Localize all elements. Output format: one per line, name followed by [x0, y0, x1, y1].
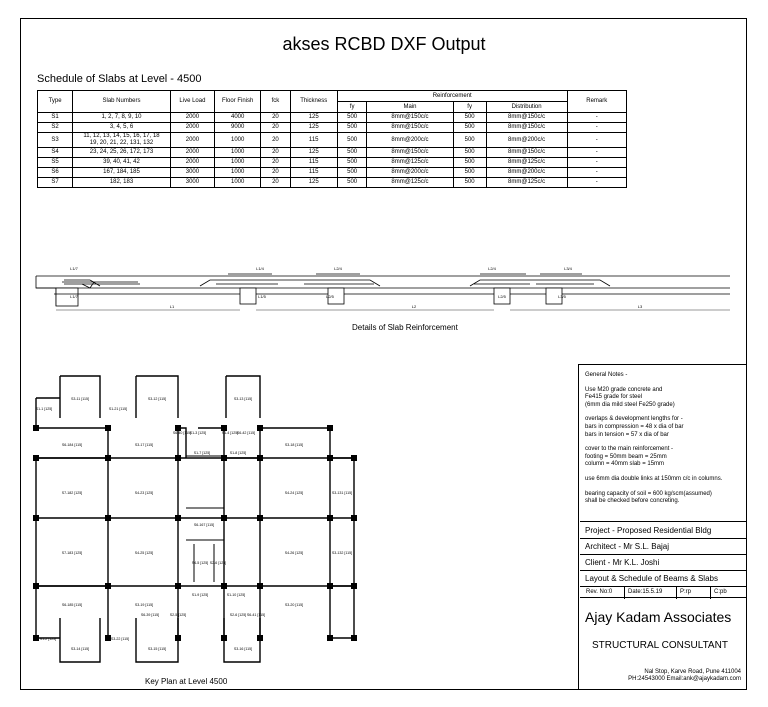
span-l1: L1	[169, 304, 175, 309]
table-cell: 115	[290, 133, 337, 148]
slab-label: S6-185 [115]	[61, 603, 83, 607]
client-name: Client - Mr K.L. Joshi	[580, 554, 746, 570]
table-cell: 8mm@125c/c	[367, 158, 453, 168]
table-cell: 125	[290, 148, 337, 158]
top-mark-4: L2/4	[488, 266, 496, 271]
bottom-mark-2: L1/5	[258, 294, 266, 299]
slab-label: S1-10 [125]	[226, 593, 246, 597]
table-cell: 500	[453, 148, 486, 158]
table-cell: 8mm@125c/c	[486, 178, 567, 188]
slab-label: S3-17 [115]	[134, 443, 154, 447]
table-cell: 2000	[170, 158, 214, 168]
table-cell: 20	[261, 133, 290, 148]
col-fy-dist: fy	[453, 102, 486, 113]
table-cell: 20	[261, 113, 290, 123]
table-cell: 1000	[215, 178, 261, 188]
table-cell: 1, 2, 7, 8, 9, 10	[73, 113, 171, 123]
table-cell: -	[567, 123, 626, 133]
note-4: use 6mm dia double links at 150mm c/c in columns.	[585, 475, 723, 482]
slab-label: S3-20 [115]	[284, 603, 304, 607]
table-row	[38, 113, 627, 123]
slab-label: S7-182 [125]	[61, 491, 83, 495]
slab-label: S3-132 [115]	[331, 551, 353, 555]
table-cell: 8mm@150c/c	[486, 113, 567, 123]
slab-label: S1-4 [125]	[221, 431, 239, 435]
table-cell: 8mm@125c/c	[486, 158, 567, 168]
bottom-mark-3: L2/5	[326, 294, 334, 299]
slab-label: S4-23 [125]	[134, 491, 154, 495]
table-cell: S4	[38, 148, 73, 158]
table-cell: S3	[38, 133, 73, 148]
top-mark-5: L3/4	[564, 266, 572, 271]
slab-label: S3-11 [115]	[70, 397, 90, 401]
col-distribution: Distribution	[486, 102, 567, 113]
table-cell: 3000	[170, 178, 214, 188]
slab-label: S2-6 [125]	[229, 613, 247, 617]
schedule-title: Schedule of Slabs at Level - 4500	[37, 73, 202, 85]
slab-label: S6-184 [115]	[61, 443, 83, 447]
table-cell: 8mm@200c/c	[486, 133, 567, 148]
table-row	[38, 123, 627, 133]
project-name: Project - Proposed Residential Bldg	[580, 521, 746, 538]
top-mark-2: L1/4	[256, 266, 264, 271]
col-main: Main	[367, 102, 453, 113]
top-mark-1: L1/7	[70, 266, 78, 271]
span-l3: L3	[637, 304, 643, 309]
slab-label: S3-12 [115]	[147, 397, 167, 401]
keyplan-caption: Key Plan at Level 4500	[145, 677, 228, 686]
table-cell: 1000	[215, 158, 261, 168]
top-mark-3: L2/4	[334, 266, 342, 271]
table-cell: 500	[337, 148, 366, 158]
firm-contact: PH:24543000 Email:ank@ajaykadam.com	[628, 676, 741, 682]
prepared-by: P:rp	[680, 589, 692, 595]
col-remark: Remark	[567, 91, 626, 113]
table-row	[38, 178, 627, 188]
slab-label: S2-5 [125]	[169, 613, 187, 617]
slab-label: S7-183 [125]	[61, 551, 83, 555]
table-cell: -	[567, 158, 626, 168]
table-cell: 500	[453, 133, 486, 148]
col-type: Type	[38, 91, 73, 113]
table-cell: 500	[453, 168, 486, 178]
slab-label: S3-19 [115]	[134, 603, 154, 607]
table-cell: 23, 24, 25, 26, 172, 173	[73, 148, 171, 158]
table-cell: 8mm@200c/c	[486, 168, 567, 178]
slab-schedule-table	[37, 90, 627, 188]
table-cell: 1000	[215, 133, 261, 148]
slab-label: S3-14 [115]	[70, 647, 90, 651]
table-cell: 500	[453, 158, 486, 168]
section-caption: Details of Slab Reinforcement	[352, 323, 458, 332]
col-fy-main: fy	[337, 102, 366, 113]
slab-label: S4-25 [125]	[134, 551, 154, 555]
span-l2: L2	[411, 304, 417, 309]
table-row	[38, 158, 627, 168]
table-cell: 500	[337, 113, 366, 123]
table-cell: 8mm@150c/c	[367, 148, 453, 158]
table-cell: 8mm@150c/c	[486, 123, 567, 133]
table-cell: 8mm@125c/c	[367, 178, 453, 188]
table-cell: 500	[337, 133, 366, 148]
slab-label: S3-131 [115]	[331, 491, 353, 495]
table-cell: S1	[38, 113, 73, 123]
firm-address: Nal Stop, Karve Road, Pune 411004	[644, 669, 741, 675]
table-cell: -	[567, 133, 626, 148]
drawing-date: Date:15.5.19	[628, 589, 663, 595]
slab-label: S2-6 [125]	[209, 561, 227, 565]
slab-label: S1-2 [125]	[39, 637, 57, 641]
drawing-title: Layout & Schedule of Beams & Slabs	[580, 570, 746, 586]
table-cell: -	[567, 178, 626, 188]
architect-name: Architect - Mr S.L. Bajaj	[580, 538, 746, 554]
table-cell: 500	[337, 158, 366, 168]
table-cell: -	[567, 168, 626, 178]
slab-label: S1-7 [125]	[193, 451, 211, 455]
table-cell: 115	[290, 168, 337, 178]
note-5: bearing capacity of soil = 600 kg/scm(assumed) shall be checked before concreting.	[585, 490, 712, 505]
col-live-load: Live Load	[170, 91, 214, 113]
table-cell: 2000	[170, 133, 214, 148]
table-cell: 2000	[170, 113, 214, 123]
bottom-mark-4: L2/5	[498, 294, 506, 299]
table-cell: 4000	[215, 113, 261, 123]
slab-label: S1-3 [125]	[189, 431, 207, 435]
slab-label: S3-22 [115]	[110, 637, 130, 641]
table-cell: 20	[261, 158, 290, 168]
bottom-mark-1: L1/7	[70, 294, 78, 299]
slab-label: S6-167 [115]	[193, 523, 215, 527]
table-cell: 8mm@200c/c	[367, 133, 453, 148]
table-cell: 500	[453, 113, 486, 123]
table-cell: 500	[337, 178, 366, 188]
rev-number: Rev. No:0	[586, 589, 613, 595]
note-3: cover to the main reinforcement - footing = 50mm beam = 25mm column = 40mm slab = 15mm	[585, 446, 674, 468]
table-cell: 500	[337, 168, 366, 178]
note-1: Use M20 grade concrete and Fe415 grade for steel (6mm dia mild steel Fe250 grade)	[585, 386, 675, 408]
slab-label: S1-1 [125]	[35, 407, 53, 411]
slab-label: S6-42 [115]	[236, 431, 256, 435]
table-cell: 11, 12, 13, 14, 15, 16, 17, 18 19, 20, 21, 22, 131, 132	[73, 133, 171, 148]
document-title: akses RCBD DXF Output	[282, 34, 486, 54]
slab-label: S3-16 [115]	[233, 647, 253, 651]
table-cell: 2000	[170, 123, 214, 133]
table-cell: 8mm@150c/c	[486, 148, 567, 158]
table-cell: 182, 183	[73, 178, 171, 188]
table-cell: -	[567, 148, 626, 158]
table-cell: 125	[290, 123, 337, 133]
bottom-mark-5: L3/5	[558, 294, 566, 299]
firm-role: STRUCTURAL CONSULTANT	[592, 640, 728, 651]
table-cell: 125	[290, 178, 337, 188]
table-cell: 500	[337, 123, 366, 133]
slab-label: S4-26 [125]	[284, 551, 304, 555]
slab-label: S6-40 [115]	[172, 431, 192, 435]
revision-row	[580, 586, 746, 598]
table-cell: 8mm@200c/c	[367, 168, 453, 178]
table-cell: 9000	[215, 123, 261, 133]
col-fck: fck	[261, 91, 290, 113]
table-row	[38, 168, 627, 178]
note-2: overlaps & development lengths for - bars in compression = 48 x dia of bar bars in tension = 57 x dia of bar	[585, 416, 684, 438]
slab-label: S3-15 [115]	[147, 647, 167, 651]
slab-label: S1-21 [115]	[108, 407, 128, 411]
table-cell: 500	[453, 123, 486, 133]
general-notes	[585, 372, 745, 513]
table-cell: S5	[38, 158, 73, 168]
table-cell: 39, 40, 41, 42	[73, 158, 171, 168]
slab-label: S1-8 [125]	[229, 451, 247, 455]
checked-by: C:pb	[714, 589, 727, 595]
table-cell: S2	[38, 123, 73, 133]
table-cell: 2000	[170, 148, 214, 158]
table-cell: 3, 4, 5, 6	[73, 123, 171, 133]
table-cell: -	[567, 113, 626, 123]
col-slab-numbers: Slab Numbers	[73, 91, 171, 113]
slab-label: S3-18 [115]	[284, 443, 304, 447]
slab-label: S4-5 [125]	[191, 561, 209, 565]
table-cell: 20	[261, 148, 290, 158]
col-reinforcement: Reinforcement	[337, 91, 567, 102]
table-cell: S7	[38, 178, 73, 188]
table-row	[38, 148, 627, 158]
table-cell: 3000	[170, 168, 214, 178]
slab-label: S4-24 [125]	[284, 491, 304, 495]
col-floor-finish: Floor Finish	[215, 91, 261, 113]
slab-label: S6-41 [115]	[246, 613, 266, 617]
slab-label: S1-9 [125]	[191, 593, 209, 597]
table-cell: 1000	[215, 168, 261, 178]
key-plan	[28, 368, 358, 668]
table-cell: 115	[290, 158, 337, 168]
notes-heading: General Notes -	[585, 372, 628, 378]
slab-label: S6-39 [115]	[140, 613, 160, 617]
table-cell: 20	[261, 168, 290, 178]
table-cell: 167, 184, 185	[73, 168, 171, 178]
table-cell: 500	[453, 178, 486, 188]
table-cell: S6	[38, 168, 73, 178]
table-cell: 8mm@150c/c	[367, 123, 453, 133]
table-cell: 1000	[215, 148, 261, 158]
table-cell: 8mm@150c/c	[367, 113, 453, 123]
table-cell: 20	[261, 123, 290, 133]
slab-label: S3-13 [115]	[233, 397, 253, 401]
table-row	[38, 133, 627, 148]
table-cell: 20	[261, 178, 290, 188]
col-thickness: Thickness	[290, 91, 337, 113]
firm-name: Ajay Kadam Associates	[585, 609, 732, 625]
table-cell: 125	[290, 113, 337, 123]
